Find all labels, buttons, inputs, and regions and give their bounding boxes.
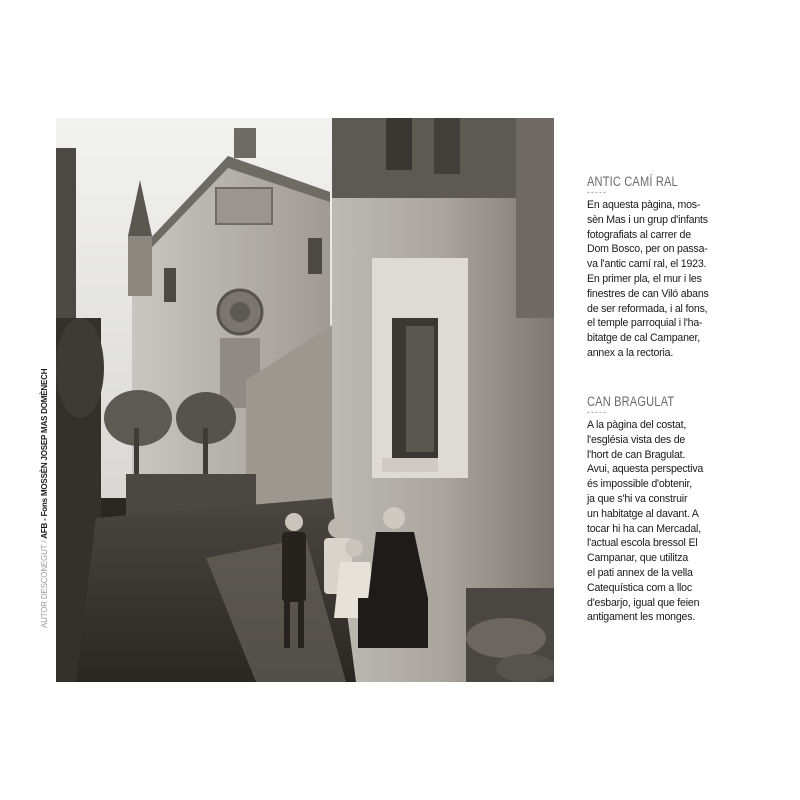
body-line: Dom Bosco, per on passa- — [587, 243, 708, 256]
photo-credit-archive: AFB - Fons MOSSÈN JOSEP MAS DOMÈNECH — [40, 368, 49, 539]
body-line: Catequística com a lloc — [587, 581, 692, 594]
body-line: és impossible d'obtenir, — [587, 478, 692, 491]
photo-illustration — [56, 118, 554, 682]
body-line: A la pàgina del costat, — [587, 419, 687, 431]
photo-credit-author: AUTOR DESCONEGUT / — [40, 538, 49, 628]
heading-rule: ----- — [587, 407, 607, 417]
section-body — [587, 198, 737, 361]
body-line: En primer pla, el mur i les — [587, 272, 702, 285]
body-line: l'hort de can Bragulat. — [587, 448, 686, 461]
section-body — [587, 418, 737, 625]
body-line: En aquesta pàgina, mos- — [587, 199, 701, 211]
body-line: annex a la rectoria. — [587, 346, 674, 359]
body-line: antigament les monges. — [587, 611, 696, 624]
body-line: un habitatge al davant. A — [587, 507, 699, 520]
section-heading: CAN BRAGULAT — [587, 394, 675, 409]
body-line: ja que s'hi va construir — [587, 492, 688, 505]
caption-can-bragulat — [587, 394, 737, 625]
historic-photo — [56, 118, 554, 682]
body-line: sèn Mas i un grup d'infants — [587, 213, 708, 226]
heading-rule: ----- — [587, 187, 607, 197]
body-line: finestres de can Viló abans — [587, 287, 709, 300]
body-line: tocar hi ha can Mercadal, — [587, 522, 701, 535]
body-line: bitatge de cal Campaner, — [587, 332, 700, 345]
body-line: el pati annex de la vella — [587, 566, 693, 579]
body-line: de ser reformada, i al fons, — [587, 302, 708, 315]
body-line: d'esbarjo, igual que feien — [587, 596, 700, 609]
body-line: Avui, aquesta perspectiva — [587, 463, 704, 476]
body-line: fotografiats al carrer de — [587, 228, 691, 241]
section-heading: ANTIC CAMÍ RAL — [587, 174, 678, 189]
photo-credit — [40, 368, 52, 628]
body-line: Campanar, que utilitza — [587, 552, 689, 565]
body-line: el temple parroquial i l'ha- — [587, 317, 703, 330]
body-line: l'església vista des de — [587, 433, 686, 446]
caption-antic-cami-ral — [587, 174, 737, 361]
body-line: l'actual escola bressol El — [587, 537, 698, 550]
body-line: va l'antic camí ral, el 1923. — [587, 258, 707, 271]
